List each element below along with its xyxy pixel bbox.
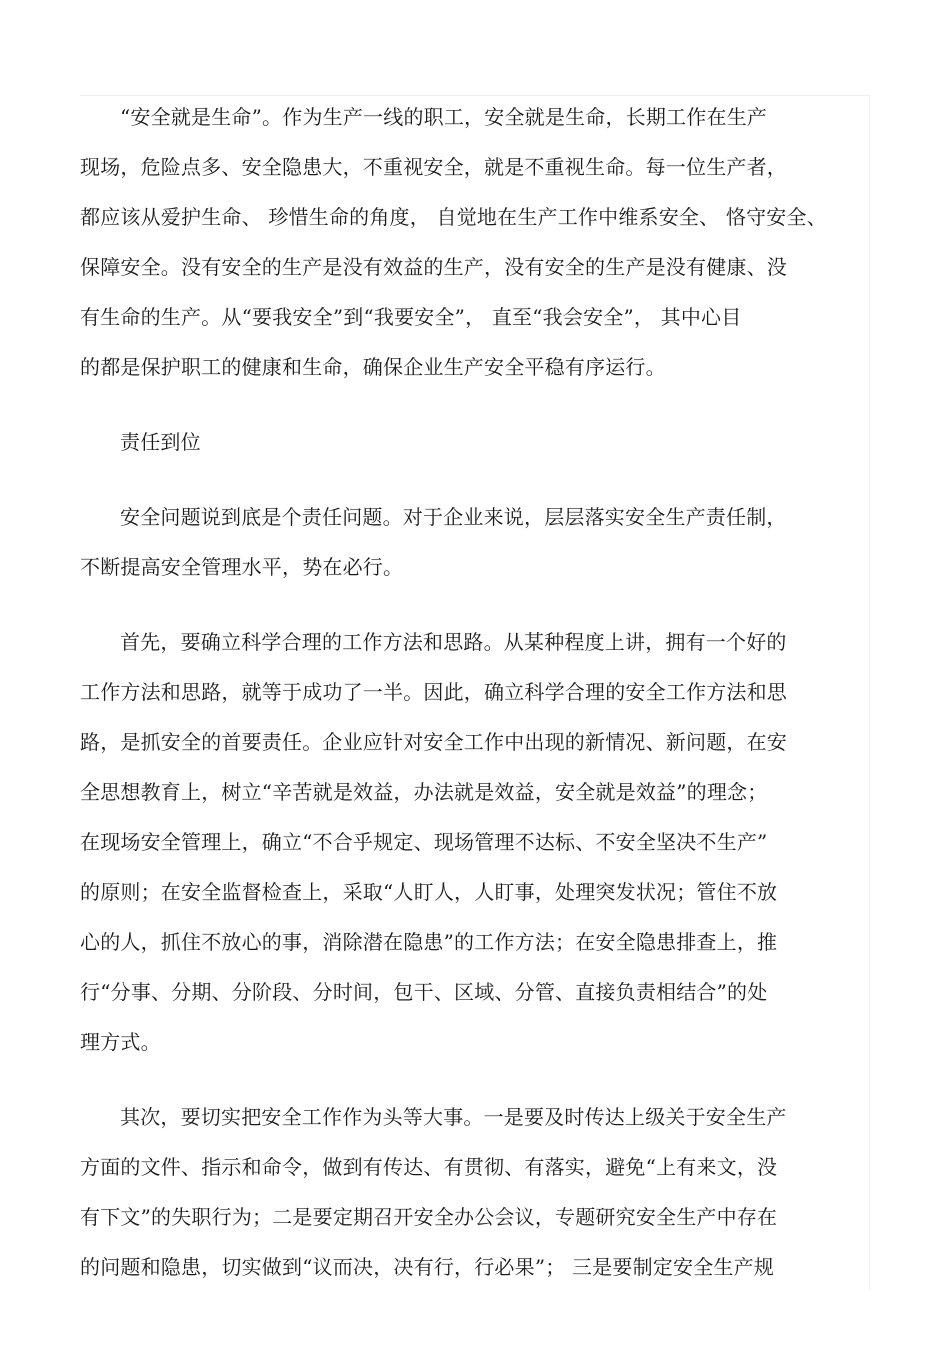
text-line: 理方式。 bbox=[80, 1030, 161, 1054]
section-heading bbox=[80, 417, 870, 467]
text-line: 首先，要确立科学合理的工作方法和思路。从某种程度上讲，拥有一个好的 bbox=[120, 630, 787, 654]
paragraph-gap bbox=[80, 467, 870, 492]
text-line: 行“分事、分期、分阶段、分时间，包干、区域、分管、直接负责相结合”的处 bbox=[80, 980, 768, 1004]
text-line: 全思想教育上，树立“辛苦就是效益，办法就是效益，安全就是效益”的理念； bbox=[80, 780, 768, 804]
text-line: 的都是保护职工的健康和生命，确保企业生产安全平稳有序运行。 bbox=[80, 355, 666, 379]
paragraph-intro bbox=[80, 92, 870, 392]
heading-text: 责任到位 bbox=[120, 430, 201, 454]
text-line: 都应该从爱护生命、 珍惜生命的角度， 自觉地在生产工作中维系安全、 恪守安全、 bbox=[80, 205, 827, 229]
paragraph-gap bbox=[80, 592, 870, 617]
paragraph-second bbox=[80, 1092, 870, 1292]
text-line: 在现场安全管理上，确立“不合乎规定、现场管理不达标、不安全坚决不生产” bbox=[80, 830, 768, 854]
text-line: 有生命的生产。从“要我安全”到“我要安全”， 直至“我会安全”， 其中心目 bbox=[80, 305, 742, 329]
document-body bbox=[80, 92, 870, 1292]
text-line: 路，是抓安全的首要责任。企业应针对安全工作中出现的新情况、新问题，在安 bbox=[80, 730, 787, 754]
paragraph-gap bbox=[80, 1067, 870, 1092]
text-line: 有下文”的失职行为；二是要定期召开安全办公会议，专题研究安全生产中存在 bbox=[80, 1205, 778, 1229]
text-line: 现场，危险点多、安全隐患大，不重视安全，就是不重视生命。每一位生产者， bbox=[80, 155, 787, 179]
text-line: 方面的文件、指示和命令，做到有传达、有贯彻、有落实，避免“上有来文，没 bbox=[80, 1155, 778, 1179]
text-line: 的问题和隐患，切实做到“议而决，决有行，行必果”； 三是要制定安全生产规 bbox=[80, 1255, 775, 1279]
text-line: 保障安全。没有安全的生产是没有效益的生产，没有安全的生产是没有健康、没 bbox=[80, 255, 787, 279]
paragraph-first bbox=[80, 617, 870, 1067]
text-line: 不断提高安全管理水平，势在必行。 bbox=[80, 555, 404, 579]
text-line: 心的人，抓住不放心的事，消除潜在隐患”的工作方法；在安全隐患排查上，推 bbox=[80, 930, 778, 954]
text-line: 安全问题说到底是个责任问题。对于企业来说，层层落实安全生产责任制， bbox=[120, 505, 787, 529]
paragraph-responsibility bbox=[80, 492, 870, 592]
text-line: 其次，要切实把安全工作作为头等大事。一是要及时传达上级关于安全生产 bbox=[120, 1105, 787, 1129]
text-line: 的原则；在安全监督检查上，采取“人盯人，人盯事，处理突发状况；管住不放 bbox=[80, 880, 778, 904]
text-line: 工作方法和思路，就等于成功了一半。因此，确立科学合理的安全工作方法和思 bbox=[80, 680, 787, 704]
paragraph-gap bbox=[80, 392, 870, 417]
text-line: “安全就是生命”。作为生产一线的职工，安全就是生命，长期工作在生产 bbox=[120, 105, 768, 129]
